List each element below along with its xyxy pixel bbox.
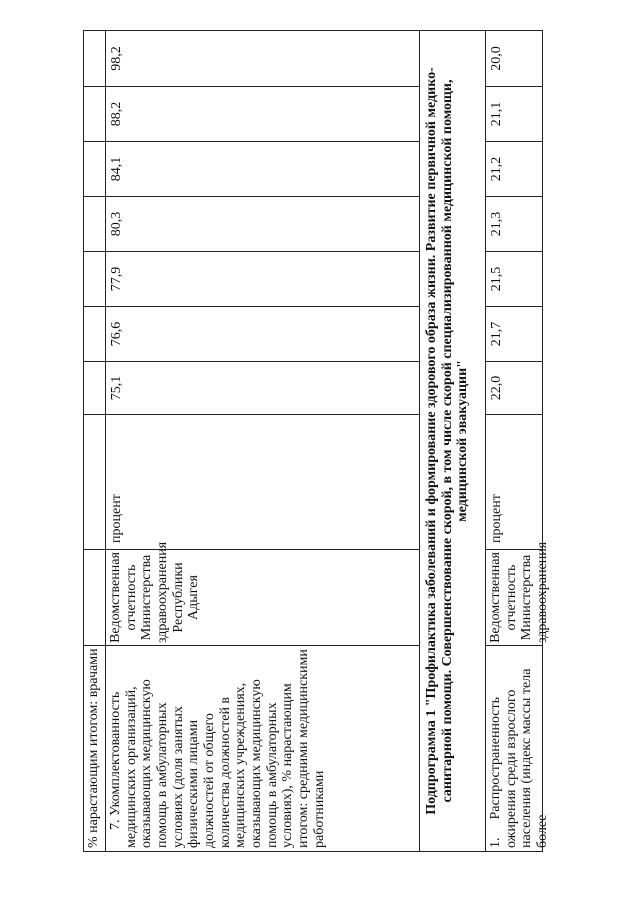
value: 80,3 [109, 211, 124, 237]
value-cell [106, 197, 421, 251]
value: 88,2 [109, 101, 124, 127]
subprogram-title: Подпрограмма 1 "Профилактика заболеваний и формирование здорового образа жизни. Развитие первичной медико-санитарной помощи. Совершенствование скорой, в том числе скорой специализированной медицинской помощи, медицинской эвакуации" [424, 67, 471, 815]
value-cell [486, 197, 545, 251]
column-divider [485, 414, 543, 415]
data-source-cell [486, 541, 551, 645]
table-border-left [83, 851, 543, 852]
unit-cell [486, 416, 548, 549]
value-cell [486, 142, 545, 196]
indicator-name: Распространенность ожирения среди взрослого населения (индекс массы тела более [488, 668, 551, 848]
value-cell [486, 252, 545, 306]
subprogram-heading [420, 31, 493, 851]
data-source: Ведомственная отчетность Министерства здравоохранения [488, 541, 551, 643]
value-cell [106, 31, 421, 86]
unit: процент [489, 494, 504, 543]
value-cell [106, 252, 421, 306]
indicator-name-cell [106, 645, 422, 851]
unit-cell [106, 416, 424, 549]
value: 20,0 [489, 46, 504, 71]
value: 21,2 [489, 156, 504, 182]
data-source: Ведомственная отчетность Министерства здравоохранения Республики Адыгея [108, 541, 202, 643]
value: 84,1 [109, 156, 124, 182]
value: 77,9 [109, 266, 124, 292]
indicator-table [83, 30, 551, 852]
value-cell [486, 362, 545, 414]
value: 76,6 [109, 321, 124, 347]
value: 21,1 [489, 101, 504, 127]
indicator-name: Укомплектованность медицинских организаций, оказывающих медицинскую помощь в амбулаторных условиях (доля занятых физическими лицами должностей от общего количества должностей в медицинских учреждениях, оказывающих медицинскую помощь в амбулаторных условиях), % нарастающим итогом: средними медицинскими работниками [108, 649, 327, 848]
unit: процент [109, 494, 124, 543]
value-cell [106, 307, 421, 361]
value-cell [106, 87, 421, 141]
indicator-number: 7. [108, 819, 123, 830]
value: 75,1 [109, 375, 124, 401]
value: 21,5 [489, 266, 504, 292]
value-cell [486, 307, 545, 361]
indicator-name-cell [486, 645, 551, 851]
value: 98,2 [109, 46, 124, 71]
indicator-name: % нарастающим итогом: врачами [86, 648, 101, 848]
value: 22,0 [489, 375, 504, 401]
data-source-cell [106, 541, 422, 645]
value-cell [106, 142, 421, 196]
value-cell [106, 362, 421, 414]
value-cell [486, 87, 545, 141]
column-divider [83, 414, 420, 415]
value: 21,7 [489, 321, 504, 347]
value: 21,3 [489, 211, 504, 237]
value-cell [486, 31, 545, 86]
indicator-number: 1. [488, 837, 503, 848]
